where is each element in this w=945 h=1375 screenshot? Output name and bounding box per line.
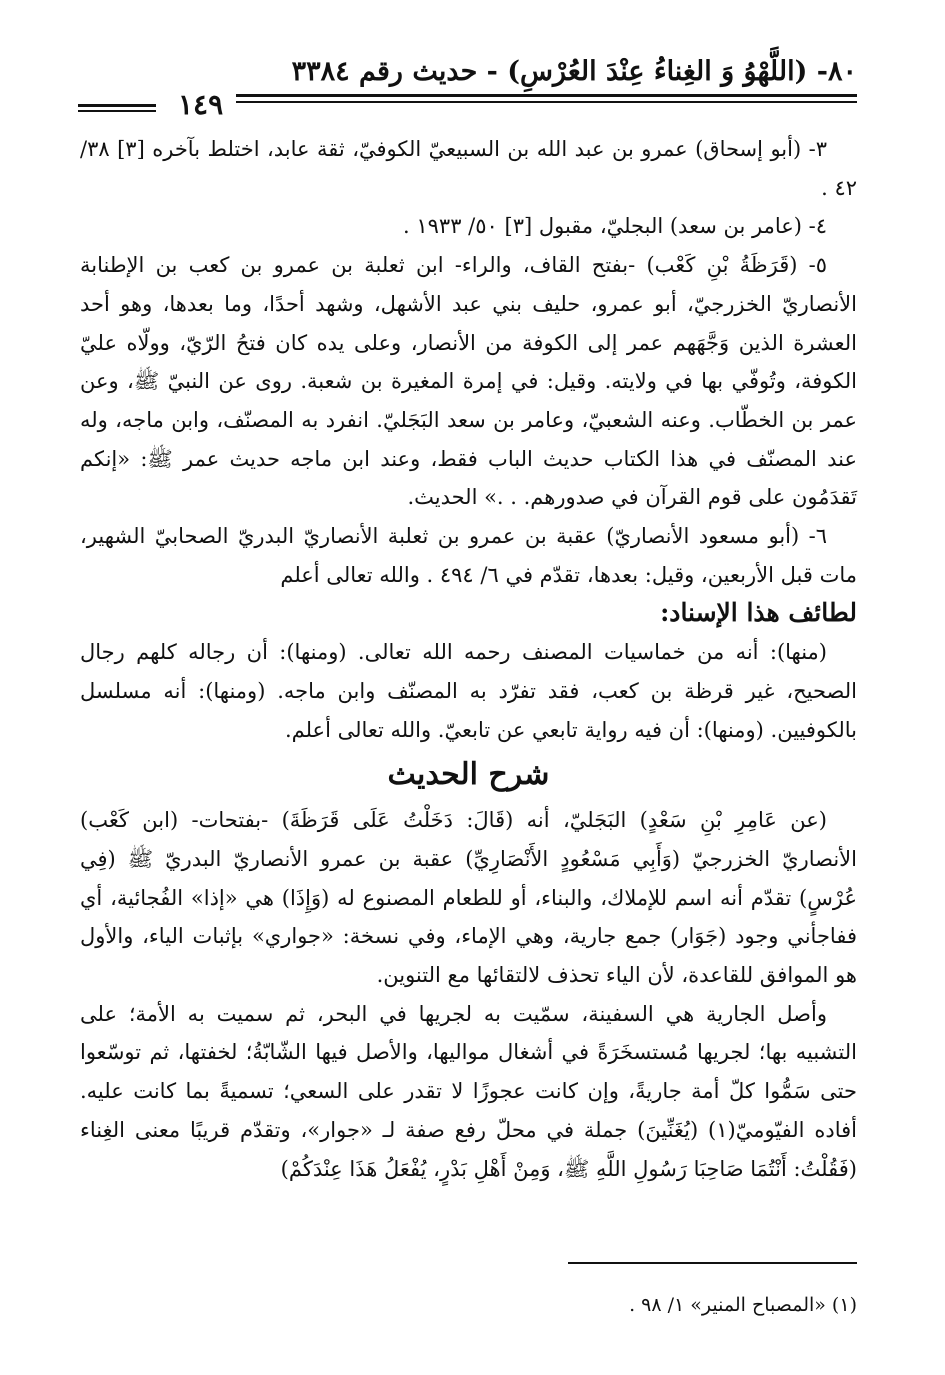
header-rule-left-thin [78, 110, 156, 112]
page-header [78, 52, 857, 121]
header-rule-thin [236, 101, 857, 103]
header-rule-left [78, 104, 156, 107]
header-rule [236, 94, 857, 97]
section-title: شرح الحديث [387, 757, 550, 793]
sharh-paragraph-1: (عن عَامِرِ بْنِ سَعْدٍ) البَجَليّ، أنه (قَالَ: دَخَلْتُ عَلَى قَرَظَةَ) -بفتحات- (ابن كَعْب) الأنصاريّ الخزرجيّ (وَأَبِي مَسْعُودٍ الأَنْصَارِيِّ) عقبة بن عمرو الأنصاريّ البدريّ ﷺ (فِي عُرْسٍ) تقدّم أنه اسم للإملاك، والبناء، أو للطعام المصنوع له (وَإِذَا) هي «إذا» الفُجائية، أي ففاجأني وجود (جَوَار) جمع جارية، وهي الإماء، وفي نسخة: «جواري» بإثبات الياء، والأول هو الموافق للقاعدة، لأن الياء تحذف لالتقائها مع التنوين. [80, 808, 857, 988]
sharh-paragraph-2: وأصل الجارية هي السفينة، سمّيت به لجريها في البحر، ثم سميت به الأمة؛ على التشبيه بها؛ لجريها مُستسخَرَةً في أشغال مواليها، والأصل فيها الشّابّةُ؛ لخفتها، ثم توسّعوا حتى سَمُّوا كلّ أمة جاريةً، وإن كانت عجوزًا لا تقدر على السعي؛ تسميةً بما كانت عليه. أفاده الفيّوميّ(١) (يُغَنِّينَ) جملة في محلّ رفع صفة لـ «جوار»، وتقدّم قريبًا معنى الغِناء (فَقُلْتُ: أَنْتُمَا صَاحِبَا رَسُولِ اللَّهِ ﷺ، وَمِنْ أَهْلِ بَدْرٍ، يُفْعَلُ هَذَا عِنْدَكُمْ) [80, 1001, 857, 1181]
narrator-4: ٤- (عامر بن سعد) البجليّ، مقبول [٣] ٥٠/ ١٩٣٣ . [403, 214, 827, 239]
running-head: ٨٠- (اللَّهْوُ وَ الغِناءُ عِنْدَ العُرْسِ) - حديث رقم ٣٣٨٤ [291, 56, 857, 87]
lataif-text: (منها): أنه من خماسيات المصنف رحمه الله تعالى. (ومنها): أن رجاله كلهم رجال الصحيح، غير قرظة بن كعب، فقد تفرّد به المصنّف وابن ماجه. (ومنها): أنه مسلسل بالكوفيين. (ومنها): أن فيه رواية تابعي عن تابعيّ. والله تعالى أعلم. [80, 640, 857, 742]
footnote: (١) «المصباح المنير» ١/ ٩٨ . [629, 1294, 857, 1316]
page-number: ١٤٩ [178, 88, 224, 121]
narrator-6: ٦- (أبو مسعود الأنصاريّ) عقبة بن عمرو بن ثعلبة الأنصاريّ البدريّ الصحابيّ الشهير، مات قبل الأربعين، وقيل: بعدها، تقدّم في ٦/ ٤٩٤ . والله تعالى أعلم [80, 524, 857, 587]
narrator-3: ٣- (أبو إسحاق) عمرو بن عبد الله بن السبيعيّ الكوفيّ، ثقة عابد، اختلط بآخره [٣] ٣٨/ ٤٢ . [80, 137, 857, 200]
narrator-5: ٥- (قَرَظَةُ بْنِ كَعْب) -بفتح القاف، والراء- ابن ثعلبة بن عمرو بن كعب بن الإطنابة الأنصاريّ الخزرجيّ، أبو عمرو، حليف بني عبد الأشهل، وشهد أحدًا، وما بعدها، وهو أحد العشرة الذين وَجَّهَهم عمر إلى الكوفة من الأنصار، وعلى يده كان فتحُ الرّيّ، وولّاه عليّ الكوفة، وتُوفّي بها في ولايته. وقيل: في إمرة المغيرة بن شعبة. روى عن النبيّ ﷺ، وعن عمر بن الخطّاب. وعنه الشعبيّ، وعامر بن سعد البَجَليّ. انفرد به المصنّف، وابن ماجه، وله عند المصنّف في هذا الكتاب حديث الباب فقط، وعند ابن ماجه حديث عمر ﷺ: «إنكم تَقدَمُون على قوم القرآن في صدورهم. . .» الحديث. [80, 253, 857, 510]
main-text [80, 130, 857, 1188]
lataif-heading: لطائف هذا الإسناد: [660, 598, 857, 628]
footnote-separator [568, 1262, 857, 1264]
